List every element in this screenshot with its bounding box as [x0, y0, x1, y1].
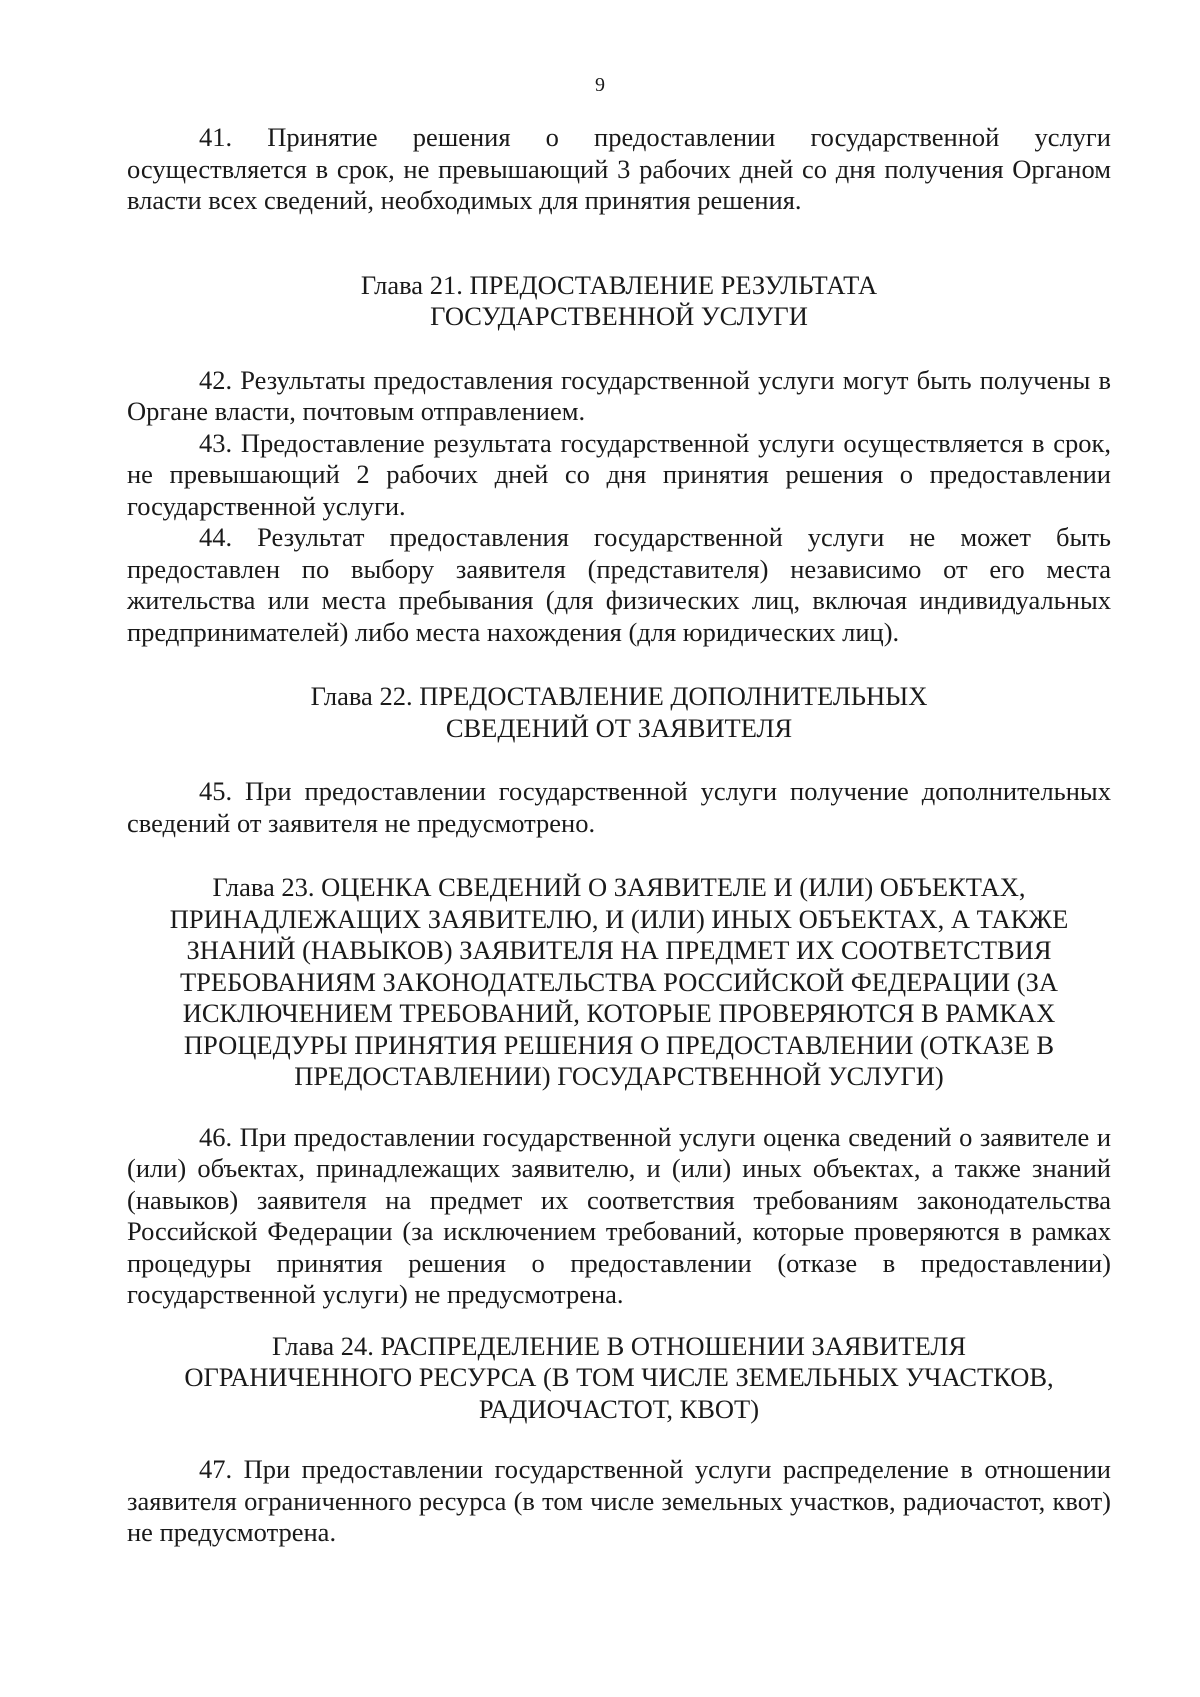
chapter-24-heading	[127, 1331, 1111, 1426]
chapter-24-heading-line-2: ОГРАНИЧЕННОГО РЕСУРСА (В ТОМ ЧИСЛЕ ЗЕМЕЛЬНЫХ УЧАСТКОВ,	[184, 1362, 1054, 1392]
chapter-24-heading-line-1: Глава 24. РАСПРЕДЕЛЕНИЕ В ОТНОШЕНИИ ЗАЯВИТЕЛЯ	[271, 1330, 967, 1361]
paragraph-46: 46. При предоставлении государственной услуги оценка сведений о заявителе и (или) объектах, принадлежащих заявителю, и (или) иных объектах, а также знаний (навыков) заявителя на предмет их соответствия требованиям законодательства Российской Федерации (за исключением требований, которые проверяются в рамках процедуры принятия решения о предоставлении (отказе в предоставлении) государственной услуги) не предусмотрена.	[127, 1121, 1111, 1309]
document-body	[127, 122, 1111, 1549]
paragraph-41: 41. Принятие решения о предоставлении государственной услуги осуществляется в срок, не превышающий 3 рабочих дней со дня получения Органом власти всех сведений, необходимых для принятия решения.	[127, 122, 1111, 215]
paragraph-47: 47. При предоставлении государственной услуги распределение в отношении заявителя ограниченного ресурса (в том числе земельных участков, радиочастот, квот) не предусмотрена.	[127, 1454, 1111, 1547]
chapter-22-heading-line-1: Глава 22. ПРЕДОСТАВЛЕНИЕ ДОПОЛНИТЕЛЬНЫХ	[310, 681, 928, 711]
paragraph-45: 45. При предоставлении государственной услуги получение дополнительных сведений от заявителя не предусмотрено.	[127, 776, 1111, 838]
chapter-23-heading: Глава 23. ОЦЕНКА СВЕДЕНИЙ О ЗАЯВИТЕЛЕ И (ИЛИ) ОБЪЕКТАХ, ПРИНАДЛЕЖАЩИХ ЗАЯВИТЕЛЮ, И (ИЛИ) ИНЫХ ОБЪЕКТАХ, А ТАКЖЕ ЗНАНИЙ (НАВЫКОВ) ЗАЯВИТЕЛЯ НА ПРЕДМЕТ ИХ СООТВЕТСТВИЯ ТРЕБОВАНИЯМ ЗАКОНОДАТЕЛЬСТВА РОССИЙСКОЙ ФЕДЕРАЦИИ (ЗА ИСКЛЮЧЕНИЕМ ТРЕБОВАНИЙ, КОТОРЫЕ ПРОВЕРЯЮТСЯ В РАМКАХ ПРОЦЕДУРЫ ПРИНЯТИЯ РЕШЕНИЯ О ПРЕДОСТАВЛЕНИИ (ОТКАЗЕ В ПРЕДОСТАВЛЕНИИ) ГОСУДАРСТВЕННОЙ УСЛУГИ)	[169, 872, 1069, 1091]
chapter-22-heading-line-2: СВЕДЕНИЙ ОТ ЗАЯВИТЕЛЯ	[445, 712, 793, 743]
paragraph-43: 43. Предоставление результата государственной услуги осуществляется в срок, не превышающий 2 рабочих дней со дня принятия решения о предоставлении государственной услуги.	[127, 427, 1111, 521]
chapter-21-heading	[127, 270, 1111, 333]
chapter-21-heading-line-2: ГОСУДАРСТВЕННОЙ УСЛУГИ	[430, 301, 808, 331]
page-number: 9	[595, 74, 605, 96]
paragraph-42: 42. Результаты предоставления государственной услуги могут быть получены в Органе власти, почтовым отправлением.	[127, 364, 1111, 426]
chapter-22-heading	[127, 681, 1111, 744]
chapter-21-heading-line-1: Глава 21. ПРЕДОСТАВЛЕНИЕ РЕЗУЛЬТАТА	[360, 269, 878, 300]
chapter-24-heading-line-3: РАДИОЧАСТОТ, КВОТ)	[478, 1393, 760, 1424]
paragraph-44: 44. Результат предоставления государственной услуги не может быть предоставлен по выбору заявителя (представителя) независимо от его места жительства или места пребывания (для физических лиц, включая индивидуальных предпринимателей) либо места нахождения (для юридических лиц).	[127, 522, 1111, 647]
